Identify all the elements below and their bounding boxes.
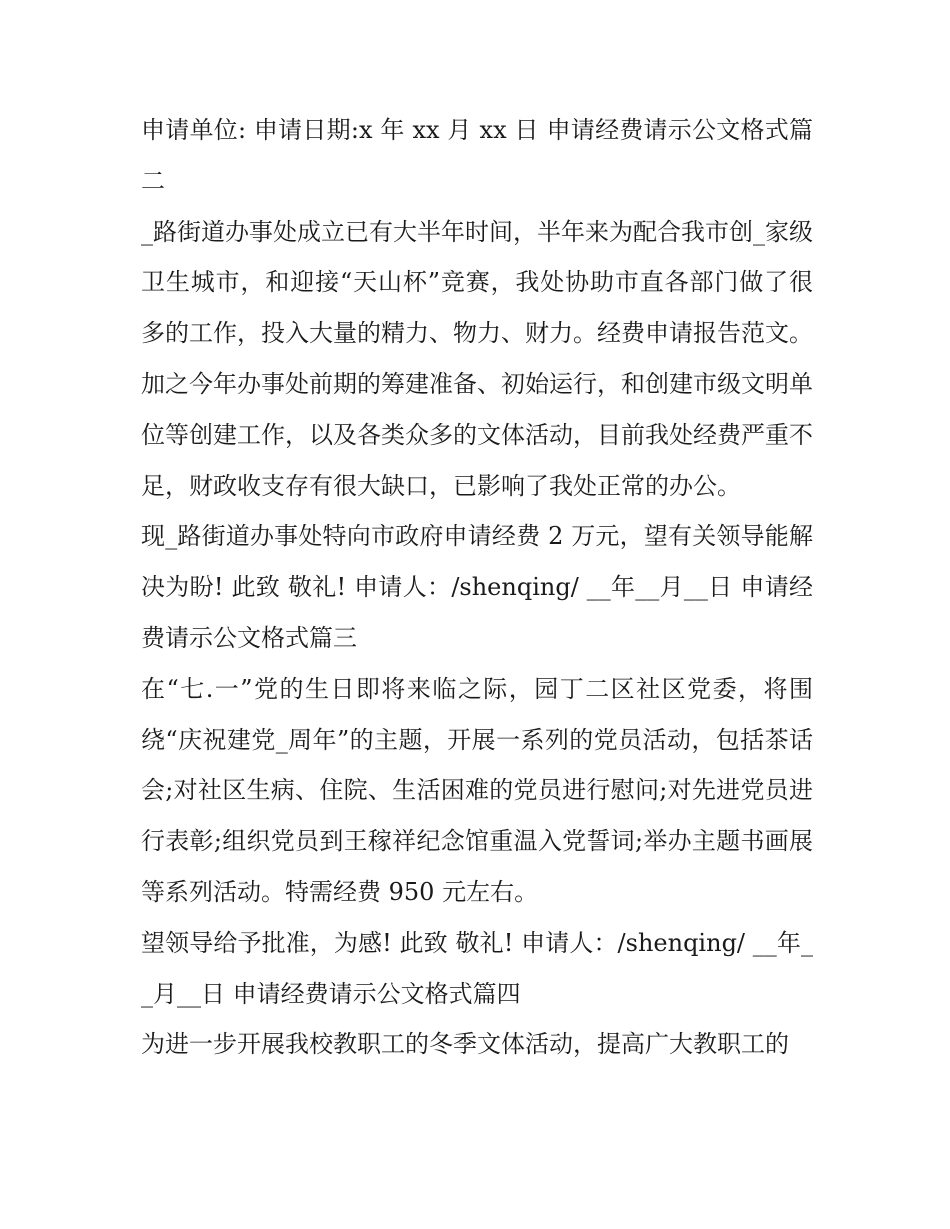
- paragraph-funding-request: 现_路街道办事处特向市政府申请经费 2 万元，望有关领导能解决为盼! 此致 敬礼! 申请人：/shenqing/ __年__月__日 申请经费请示公文格式篇三: [141, 522, 813, 652]
- paragraph-approval-request: 望领导给予批准，为感! 此致 敬礼! 申请人：/shenqing/ __年__月__日 申请经费请示公文格式篇四: [141, 928, 813, 1008]
- paragraph-party-anniversary: 在“七.一”党的生日即将来临之际，园丁二区社区党委，将围绕“庆祝建党_周年”的主题，开展一系列的党员活动，包括茶话会;对社区生病、住院、生活困难的党员进行慰问;对先进党员进行表彰;组织党员到王稼祥纪念馆重温入党誓词;举办主题书画展等系列活动。特需经费 950 元左右。: [141, 674, 813, 906]
- paragraph-applicant-header: 申请单位: 申请日期:x 年 xx 月 xx 日 申请经费请示公文格式篇二: [141, 116, 813, 195]
- document-body: [141, 105, 813, 1070]
- paragraph-school-activities: 为进一步开展我校教职工的冬季文体活动，提高广大教职工的: [141, 1030, 789, 1059]
- paragraph-office-background: _路街道办事处成立已有大半年时间，半年来为配合我市创_家级卫生城市，和迎接“天山杯”竞赛，我处协助市直各部门做了很多的工作，投入大量的精力、物力、财力。经费申请报告范文。加之今年办事处前期的筹建准备、初始运行，和创建市级文明单位等创建工作，以及各类众多的文体活动，目前我处经费严重不足，财政收支存有很大缺口，已影响了我处正常的办公。: [141, 217, 813, 500]
